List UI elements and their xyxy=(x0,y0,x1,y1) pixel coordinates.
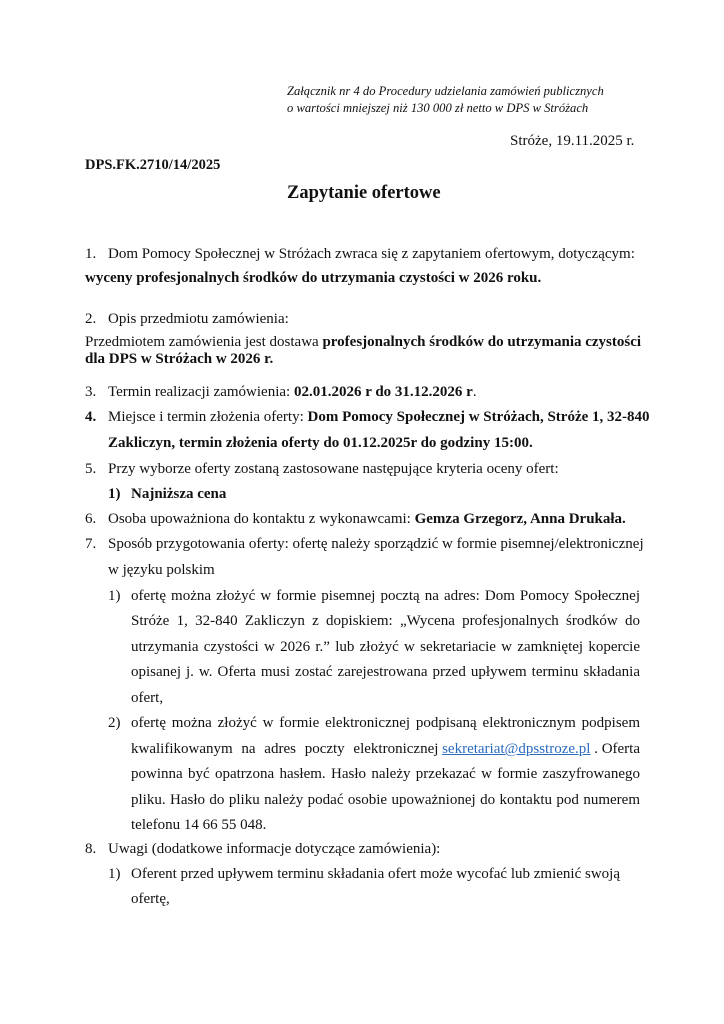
section-7-item-2-line: pliku. Hasło do pliku należy podać osobie upoważnionej do kontaktu pod numerem xyxy=(131,792,640,808)
section-7-item-1-line: ofertę można złożyć w formie pisemnej pocztą na adres: Dom Pomocy Społecznej xyxy=(131,588,640,604)
section-8 xyxy=(85,841,440,858)
section-8-item-1-number: 1) xyxy=(108,866,121,882)
section-7-number: 7. xyxy=(85,536,97,552)
document-title: Zapytanie ofertowe xyxy=(287,183,441,203)
section-8-text: Uwagi (dodatkowe informacje dotyczące zamówienia): xyxy=(108,841,441,857)
annex-line-2: o wartości mniejszej niż 130 000 zł netto w DPS w Stróżach xyxy=(287,101,589,115)
section-4-deadline: Zakliczyn, termin złożenia oferty do 01.12.2025r do godziny 15:00. xyxy=(108,435,533,451)
section-6 xyxy=(85,511,626,528)
section-3-number: 3. xyxy=(85,384,97,400)
annex-line-1: Załącznik nr 4 do Procedury udzielania zamówień publicznych xyxy=(287,84,604,98)
section-7-item-2-line: powinna być opatrzona hasłem. Hasło należy przekazać w formie zaszyfrowanego xyxy=(131,766,640,782)
section-1-subject: wyceny profesjonalnych środków do utrzymania czystości w 2026 roku. xyxy=(85,270,542,286)
section-4 xyxy=(85,409,650,426)
contact-persons: Gemza Grzegorz, Anna Drukała. xyxy=(414,511,626,527)
section-1-number: 1. xyxy=(85,246,97,262)
section-2-text: Opis przedmiotu zamówienia: xyxy=(108,311,289,327)
email-line-suffix: . Oferta xyxy=(590,741,640,757)
email-link[interactable]: sekretariat@dpsstroze.pl xyxy=(442,741,591,757)
section-3 xyxy=(85,384,477,401)
section-7 xyxy=(85,536,642,553)
section-1-text: Dom Pomocy Społecznej w Stróżach zwraca się z zapytaniem ofertowym, dotyczącym: xyxy=(108,246,635,262)
document-date: Stróże, 19.11.2025 r. xyxy=(510,133,635,149)
email-line-prefix: kwalifikowanym na adres poczty elektronicznej xyxy=(131,741,439,757)
section-8-item-1-line: ofertę, xyxy=(131,891,170,907)
section-3-suffix: . xyxy=(472,384,477,400)
section-7-text-line2: w języku polskim xyxy=(108,562,215,578)
section-4-text: Miejsce i termin złożenia oferty: xyxy=(108,409,308,425)
section-6-number: 6. xyxy=(85,511,97,527)
section-7-item-2-line: ofertę można złożyć w formie elektronicznej podpisaną elektronicznym podpisem xyxy=(131,715,640,731)
section-2-body-line1 xyxy=(85,334,641,351)
section-7-item-1-line: utrzymania czystości w 2026 r.” lub złożyć w sekretariacie w zamkniętej kopercie xyxy=(131,639,640,655)
section-8-number: 8. xyxy=(85,841,97,857)
section-2-body-bold: profesjonalnych środków do utrzymania czystości xyxy=(322,334,642,350)
reference-number: DPS.FK.2710/14/2025 xyxy=(85,157,221,173)
section-8-item-1-line: Oferent przed upływem terminu składania ofert może wycofać lub zmienić swoją xyxy=(131,866,620,882)
section-7-item-2-number: 2) xyxy=(108,715,121,731)
criteria-item xyxy=(108,486,226,503)
section-2-body-prefix: Przedmiotem zamówienia jest dostawa xyxy=(85,334,323,350)
section-3-text: Termin realizacji zamówienia: xyxy=(108,384,294,400)
section-7-item-1-number: 1) xyxy=(108,588,121,604)
section-7-item-1-line: Stróże 1, 32-840 Zakliczyn z dopiskiem: „Wycena profesjonalnych środków do xyxy=(131,613,640,629)
section-5-text: Przy wyborze oferty zostaną zastosowane następujące kryteria oceny ofert: xyxy=(108,461,559,477)
section-2-number: 2. xyxy=(85,311,97,327)
section-2-body-line2: dla DPS w Stróżach w 2026 r. xyxy=(85,351,274,367)
section-4-address: Dom Pomocy Społecznej w Stróżach, Stróże 1, 32-840 xyxy=(307,409,650,425)
section-7-item-1-line: ofert, xyxy=(131,690,164,706)
section-1 xyxy=(85,246,635,263)
section-7-item-2-email-line xyxy=(131,741,640,758)
section-5 xyxy=(85,461,559,478)
section-7-text: Sposób przygotowania oferty: ofertę należy sporządzić w formie pisemnej/elektronicznej xyxy=(108,536,644,552)
criteria-number: 1) xyxy=(108,486,121,502)
section-2 xyxy=(85,311,289,328)
section-4-number: 4. xyxy=(85,409,97,425)
section-3-dates: 02.01.2026 r do 31.12.2026 r xyxy=(293,384,473,400)
phone-number-line: telefonu 14 66 55 048. xyxy=(131,817,267,833)
email-line-tail xyxy=(442,741,640,758)
section-6-text: Osoba upoważniona do kontaktu z wykonawcami: xyxy=(108,511,415,527)
section-7-item-1-line: opisanej j. w. Oferta musi zostać zarejestrowana przed upływem terminu składania xyxy=(131,664,640,680)
section-5-number: 5. xyxy=(85,461,97,477)
criteria-label: Najniższa cena xyxy=(131,486,227,502)
